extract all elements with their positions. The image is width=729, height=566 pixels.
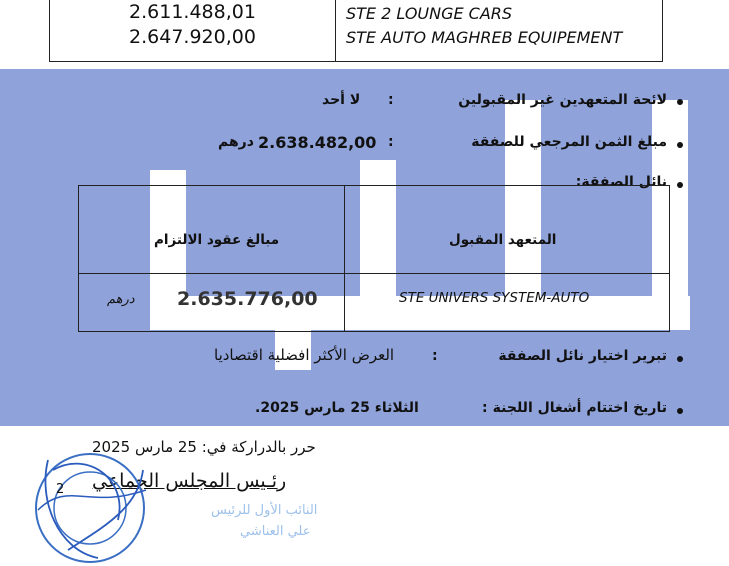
rejected-value: لا أحد (322, 92, 361, 108)
award-currency: درهم (107, 292, 135, 307)
rejected-label: لائحة المتعهدين غير المقبولين (458, 92, 667, 108)
separator: : (482, 400, 488, 416)
bid-amount: 2.611.488,01 (129, 1, 256, 23)
reference-price-label: مبلغ الثمن المرجعي للصفقة (471, 134, 667, 150)
bid-amount: 2.647.920,00 (129, 26, 256, 48)
place-date: حرر بالدراركة في: 25 مارس 2025 (92, 438, 316, 456)
separator: : (388, 92, 394, 108)
signatory-role: النائب الأول للرئيس (211, 503, 318, 518)
award-amount: 2.635.776,00 (177, 288, 318, 310)
header-bidder: المتعهد المقبول (449, 232, 557, 248)
council-president-title: رئـيس المجلس الجماعي (92, 470, 287, 492)
award-bidder: STE UNIVERS SYSTEM-AUTO (399, 290, 590, 306)
bullet (677, 356, 683, 362)
bullet (677, 182, 683, 188)
winner-title: نائل الصفقة: (575, 174, 667, 190)
header-amount: مبالغ عقود الالتزام (154, 232, 280, 248)
bids-table (49, 0, 663, 62)
justification-value: العرض الأكثر افضلية اقتصاديا (214, 346, 395, 364)
official-stamp (28, 440, 148, 566)
bid-company: STE AUTO MAGHREB EQUIPEMENT (346, 28, 623, 47)
page-number: 2 (56, 482, 65, 497)
reference-price-amount: 2.638.482,00 (258, 133, 377, 152)
bid-company: STE 2 LOUNGE CARS (346, 4, 513, 23)
bullet (677, 142, 683, 148)
separator: : (388, 134, 394, 150)
separator: : (432, 348, 438, 364)
closing-date-label: تاريخ اختتام أشغال اللجنة (492, 400, 667, 416)
closing-date-value: الثلاثاء 25 مارس 2025. (255, 400, 419, 416)
reference-price-currency: درهم (218, 134, 254, 150)
signatory-name: علي العناشي (240, 524, 311, 539)
bullet (677, 408, 683, 414)
award-table (78, 185, 670, 332)
justification-label: تبرير اختيار نائل الصفقة (498, 348, 667, 364)
bullet (677, 99, 683, 105)
